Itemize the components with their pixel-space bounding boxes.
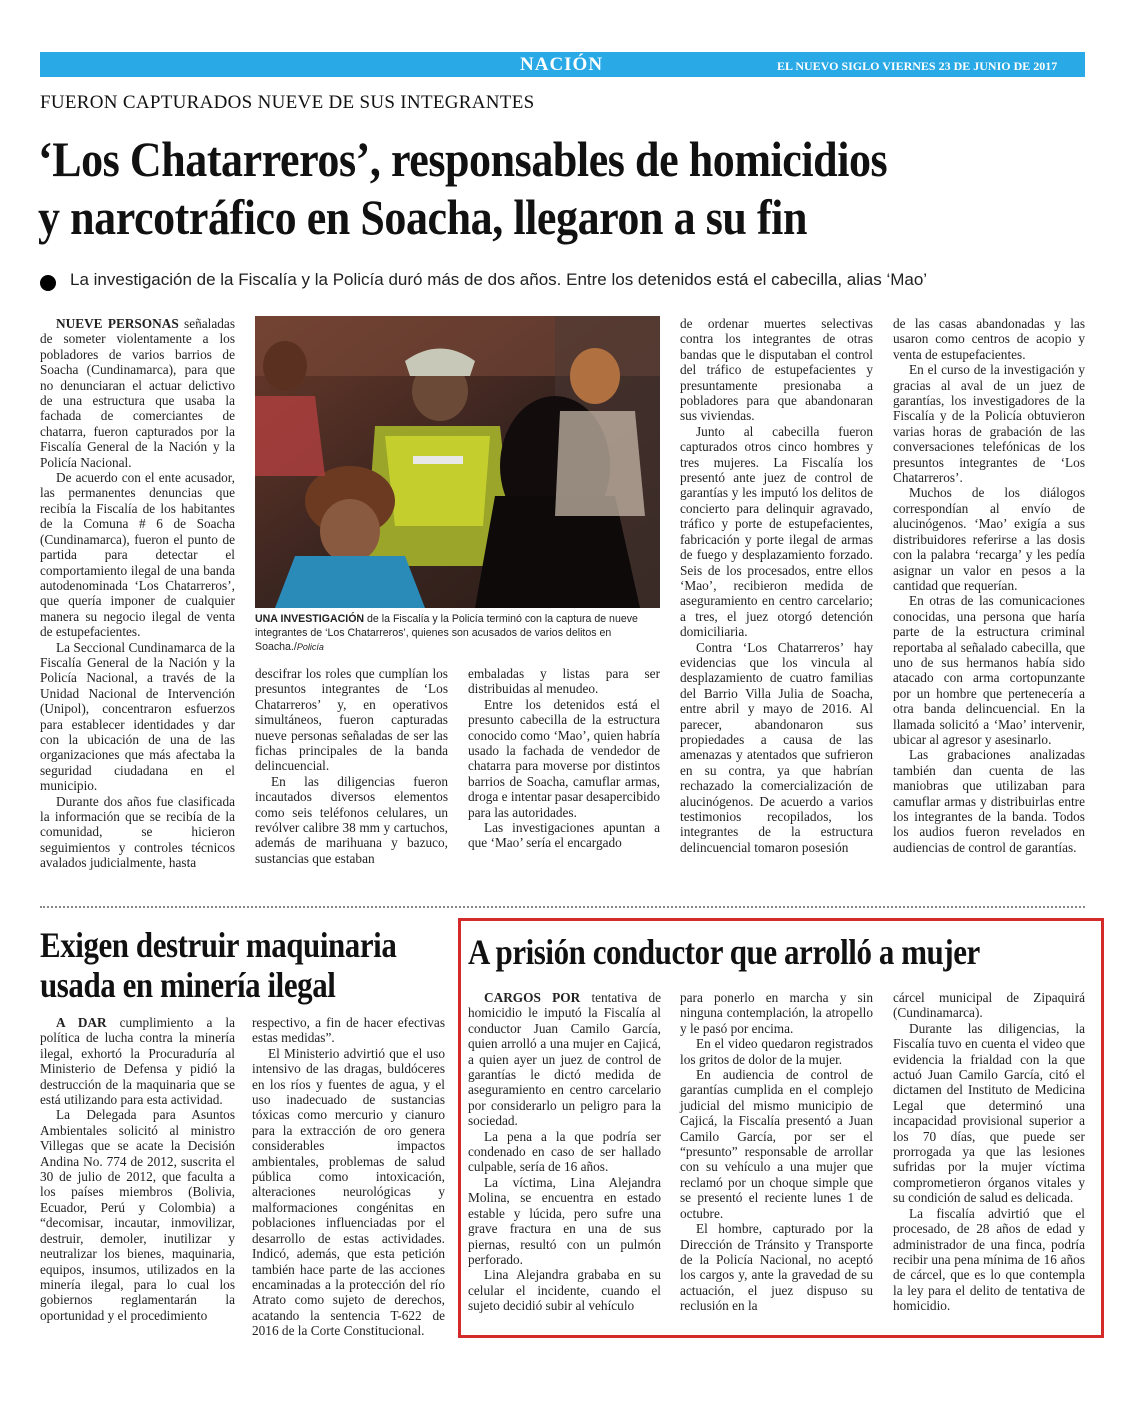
main-column-3 (468, 666, 660, 851)
paragraph: La víctima, Lina Alejandra Molina, se encuentra en estado estable y lúcida, pero sufre una grave fractura en una de sus piernas, resultó con un pulmón perforado. (468, 1174, 661, 1267)
paragraph: de ordenar muertes selectivas contra los integrantes de otras bandas que le disputaban el control del tráfico de estupefacientes y presuntamente presionaba a pobladores para que abandonaran sus viviendas. (680, 316, 873, 424)
mining-headline-line-2: usada en minería ilegal (40, 965, 336, 1005)
main-column-2 (255, 666, 448, 866)
main-headline (38, 130, 971, 246)
prison-headline: A prisión conductor que arrolló a mujer (468, 932, 980, 972)
paragraph: cumplimiento a la política de lucha contra la minería ilegal, exhortó la Procuraduría al Ministerio de Defensa y pidió la destrucción de la maquinaria que se está utilizando para esta actividad. (40, 1015, 235, 1108)
paragraph: para ponerlo en marcha y sin ninguna contemplación, la atropello y le pasó por encima. (680, 990, 873, 1036)
paragraph: Muchos de los diálogos correspondían al envío de alucinógenos. ‘Mao’ exigía a sus distribuidores referirse a las dosis con la palabra ‘recarga’ y les pedía asignar un valor en pesos a la cantidad que requerían. (893, 485, 1085, 593)
paragraph: De acuerdo con el ente acusador, las permanentes denuncias que recibía la Fiscalía de los habitantes de la Comuna # 6 de Soacha (Cundinamarca), fueron el punto de partida para detectar el comportamiento ilegal de una banda autodenominada ‘Los Chatarreros’, que quería imponer de cualquier manera su negocio ilegal de venta de estupefacientes. (40, 470, 235, 640)
photo-caption (255, 612, 660, 654)
paragraph: En audiencia de control de garantías cumplida en el complejo judicial del mismo municipio de Cajicá, la Fiscalía presentó a Juan Camilo García, por ser el “presunto” responsable de arrollar con su vehículo a una mujer que reclamó por un choque simple que se presentó el reciente lunes 1 de octubre. (680, 1067, 873, 1221)
paragraph: En las diligencias fueron incautados diversos elementos como seis teléfonos celulares, un revólver calibre 38 mm y cartuchos, además de marihuana y bazuco, sustancias que estaban (255, 773, 448, 866)
section-divider (40, 906, 1085, 908)
headline-line-1: ‘Los Chatarreros’, responsables de homicidios (38, 131, 888, 187)
news-photo (255, 316, 660, 608)
paragraph: El Ministerio advirtió que el uso intensivo de las dragas, buldóceres en los ríos y fuentes de agua, y el uso inadecuado de sustancias tóxicas como mercurio y cianuro para la extracción de oro genera considerables impactos ambientales, problemas de salud pública como intoxicación, alteraciones neurológicas y malformaciones congénitas en poblaciones influenciadas por el desarrollo de estas actividades. Indicó, además, que esta petición también hace parte de las acciones encaminadas a la protección del río Atrato como sujeto de derechos, acatando la sentencia T-622 de 2016 de la Corte Constitucional. (252, 1045, 445, 1339)
kicker: FUERON CAPTURADOS NUEVE DE SUS INTEGRANTES (40, 92, 535, 113)
paragraph: Durante las diligencias, la Fiscalía tuvo en cuenta el video que evidencia la frialdad con la que actuó Juan Camilo García, citó el dictamen del Instituto de Medicina Legal que determinó una incapacidad provisional superior a los 70 días, que puede ser prorrogada ya que las lesiones sufridas por la mujer víctima comprometieron órganos vitales y su condición de salud es delicada. (893, 1020, 1085, 1206)
paragraph: Contra ‘Los Chatarreros’ hay evidencias que los vincula al desplazamiento de cuatro familias del Barrio Villa Julia de Soacha, entre abril y mayo de 2016. Al parecer, abandonaron sus propiedades a causa de las amenazas y atentados que sufrieron en su contra, ya que habrían rechazado la comercialización de alucinógenos. De acuerdo a varios testimonios recopilados, los integrantes de la estructura delincuencial tomaron posesión (680, 639, 873, 855)
prison-column-1 (468, 990, 661, 1314)
main-column-1 (40, 316, 235, 871)
main-column-5 (893, 316, 1085, 855)
paragraph: La Delegada para Asuntos Ambientales solicitó al ministro Villegas que se acate la Decisión Andina No. 774 de 2012, suscrita el 30 de julio de 2012, que faculta a los países miembros (Bolivia, Ecuador, Perú y Colombia) a “decomisar, incautar, inmovilizar, destruir, demoler, inutilizar y neutralizar los bienes, maquinaria, equipos, insumos, utilizados en la minería ilegal, para lo cual los gobiernos reglamentarán la oportunidad y el procedimiento (40, 1107, 235, 1323)
prison-column-3 (893, 990, 1085, 1314)
masthead-bar (40, 52, 1124, 77)
bullet-icon (40, 275, 56, 291)
page-number: 1B (1098, 53, 1124, 75)
paragraph: de las casas abandonadas y las usaron como centros de acopio y venta de estupefacientes. (893, 316, 1085, 362)
photo-illustration (255, 316, 660, 608)
paragraph: descifrar los roles que cumplían los presuntos integrantes de ‘Los Chatarreros’ y, en operativos simultáneos, fueron capturadas nueve personas señaladas de ser las fichas principales de la banda delincuencial. (255, 666, 448, 774)
paragraph: embaladas y listas para ser distribuidas al menudeo. (468, 666, 660, 697)
paragraph: En el video quedaron registrados los gritos de dolor de la mujer. (680, 1036, 873, 1067)
paragraph: Las grabaciones analizadas también dan cuenta de las maniobras que utilizaban para camuflar armas y distribuirlas entre los integrantes de la banda. Todos los audios fueron revelados en audiencias de control de garantías. (893, 747, 1085, 855)
paragraph: Durante dos años fue clasificada la información que se recibía de la comunidad, se hicieron seguimientos y controles técnicos avalados judicialmente, hasta (40, 793, 235, 871)
paragraph: respectivo, a fin de hacer efectivas estas medidas”. (252, 1015, 445, 1046)
lead-summary: La investigación de la Fiscalía y la Policía duró más de dos años. Entre los detenidos está el cabecilla, alias ‘Mao’ (70, 270, 928, 289)
paragraph: La Seccional Cundinamarca de la Fiscalía General de la Nación y la Policía Nacional, a través de la Unidad Nacional de Intervención (Unipol), concentraron esfuerzos para establecer identidades y dar con la ubicación de una de las organizaciones que más afectaba la seguridad ciudadana en el municipio. (40, 639, 235, 794)
prison-column-2 (680, 990, 873, 1314)
paragraph: Lina Alejandra grababa en su celular el incidente, cuando el sujeto decidió subir al vehículo (468, 1267, 661, 1314)
lead-in: NUEVE PERSONAS (56, 316, 179, 331)
paper-date: EL NUEVO SIGLO VIERNES 23 DE JUNIO DE 2017 (777, 59, 1058, 73)
paragraph: tentativa de homicidio le imputó la Fiscalía al conductor Juan Camilo García, quien arrolló a una mujer en Cajicá, a quien ayer un juez de control de garantías le dictó medida de aseguramiento en centro carcelario por considerarlo un peligro para la sociedad. (468, 990, 662, 1129)
paragraph: La pena a la que podría ser condenado en caso de ser hallado culpable, sería de 16 años. (468, 1128, 661, 1175)
paragraph: En otras de las comunicaciones conocidas, una persona que haría parte de la estructura criminal reportaba al señalado cabecilla, que uno de sus hermanos había sido atacado con arma cortopunzante por un hombre que pertenecería a otra banda delincuencial. En la llamada solicitó a ‘Mao’ intervenir, ubicar al agresor y asesinarlo. (893, 593, 1085, 747)
photo-credit: Policía (296, 642, 324, 652)
paragraph: En el curso de la investigación y gracias al aval de un juez de garantías, los investigadores de la Fiscalía y de la Policía obtuvieron varias horas de grabación de las conversaciones telefónicas de los presuntos integrantes de ‘Los Chatarreros’. (893, 362, 1085, 486)
mining-headline (40, 925, 396, 1005)
mining-headline-line-1: Exigen destruir maquinaria (40, 925, 397, 965)
paragraph: La fiscalía advirtió que el procesado, de 28 años de edad y administrador de una finca, podría recibir una pena mínima de 16 años de cárcel, que es lo que contempla la ley para el delito de tentativa de homicidio. (893, 1205, 1085, 1314)
mining-column-1 (40, 1015, 235, 1323)
paragraph: El hombre, capturado por la Dirección de Tránsito y Transporte de la Policía Nacional, no aceptó los cargos y, ante la gravedad de su actuación, el juez dispuso su reclusión en la (680, 1221, 873, 1314)
paragraph: Las investigaciones apuntan a que ‘Mao’ sería el encargado (468, 820, 660, 851)
paragraph: Entre los detenidos está el presunto cabecilla de la estructura conocido como ‘Mao’, quien habría usado la fachada de vendedor de chatarra para moverse por distintos barrios de Soacha, camuflar armas, droga e intentar pasar desapercibido para las autoridades. (468, 696, 660, 820)
paragraph: señaladas de someter violentamente a los pobladores de varios barrios de Soacha (Cundinamarca), para que no denunciaran el actuar delictivo de una estructura que usaba la fachada de comerciantes de chatarra, fueron capturados por la Fiscalía General de la Nación y la Policía Nacional. (40, 316, 235, 470)
paragraph: cárcel municipal de Zipaquirá (Cundinamarca). (893, 990, 1085, 1021)
headline-line-2: y narcotráfico en Soacha, llegaron a su fin (38, 189, 808, 245)
mining-column-2 (252, 1015, 445, 1339)
paragraph: Junto al cabecilla fueron capturados otros cinco hombres y tres mujeres. La Fiscalía los presentó ante juez de control de garantías y les imputó los delitos de concierto para delinquir agravado, tráfico y porte de estupefacientes, fabricación y porte ilegal de armas de fuego y desplazamiento forzado. Seis de los procesados, entre ellos ‘Mao’, recibieron medida de aseguramiento en centro carcelario; a tres, el juez otorgó detención domiciliaria. (680, 423, 873, 640)
lead-in: A DAR (56, 1015, 107, 1030)
lead-in: CARGOS POR (484, 990, 581, 1005)
caption-lead: UNA INVESTIGACIÓN (255, 613, 365, 625)
main-column-4 (680, 316, 873, 855)
caption-text: de la Fiscalía y la Policía terminó con la captura de nueve integrantes de ‘Los Chatarreros’, quienes son acusados de varios delitos en Soacha./ (255, 613, 638, 653)
section-name: NACIÓN (520, 54, 604, 75)
